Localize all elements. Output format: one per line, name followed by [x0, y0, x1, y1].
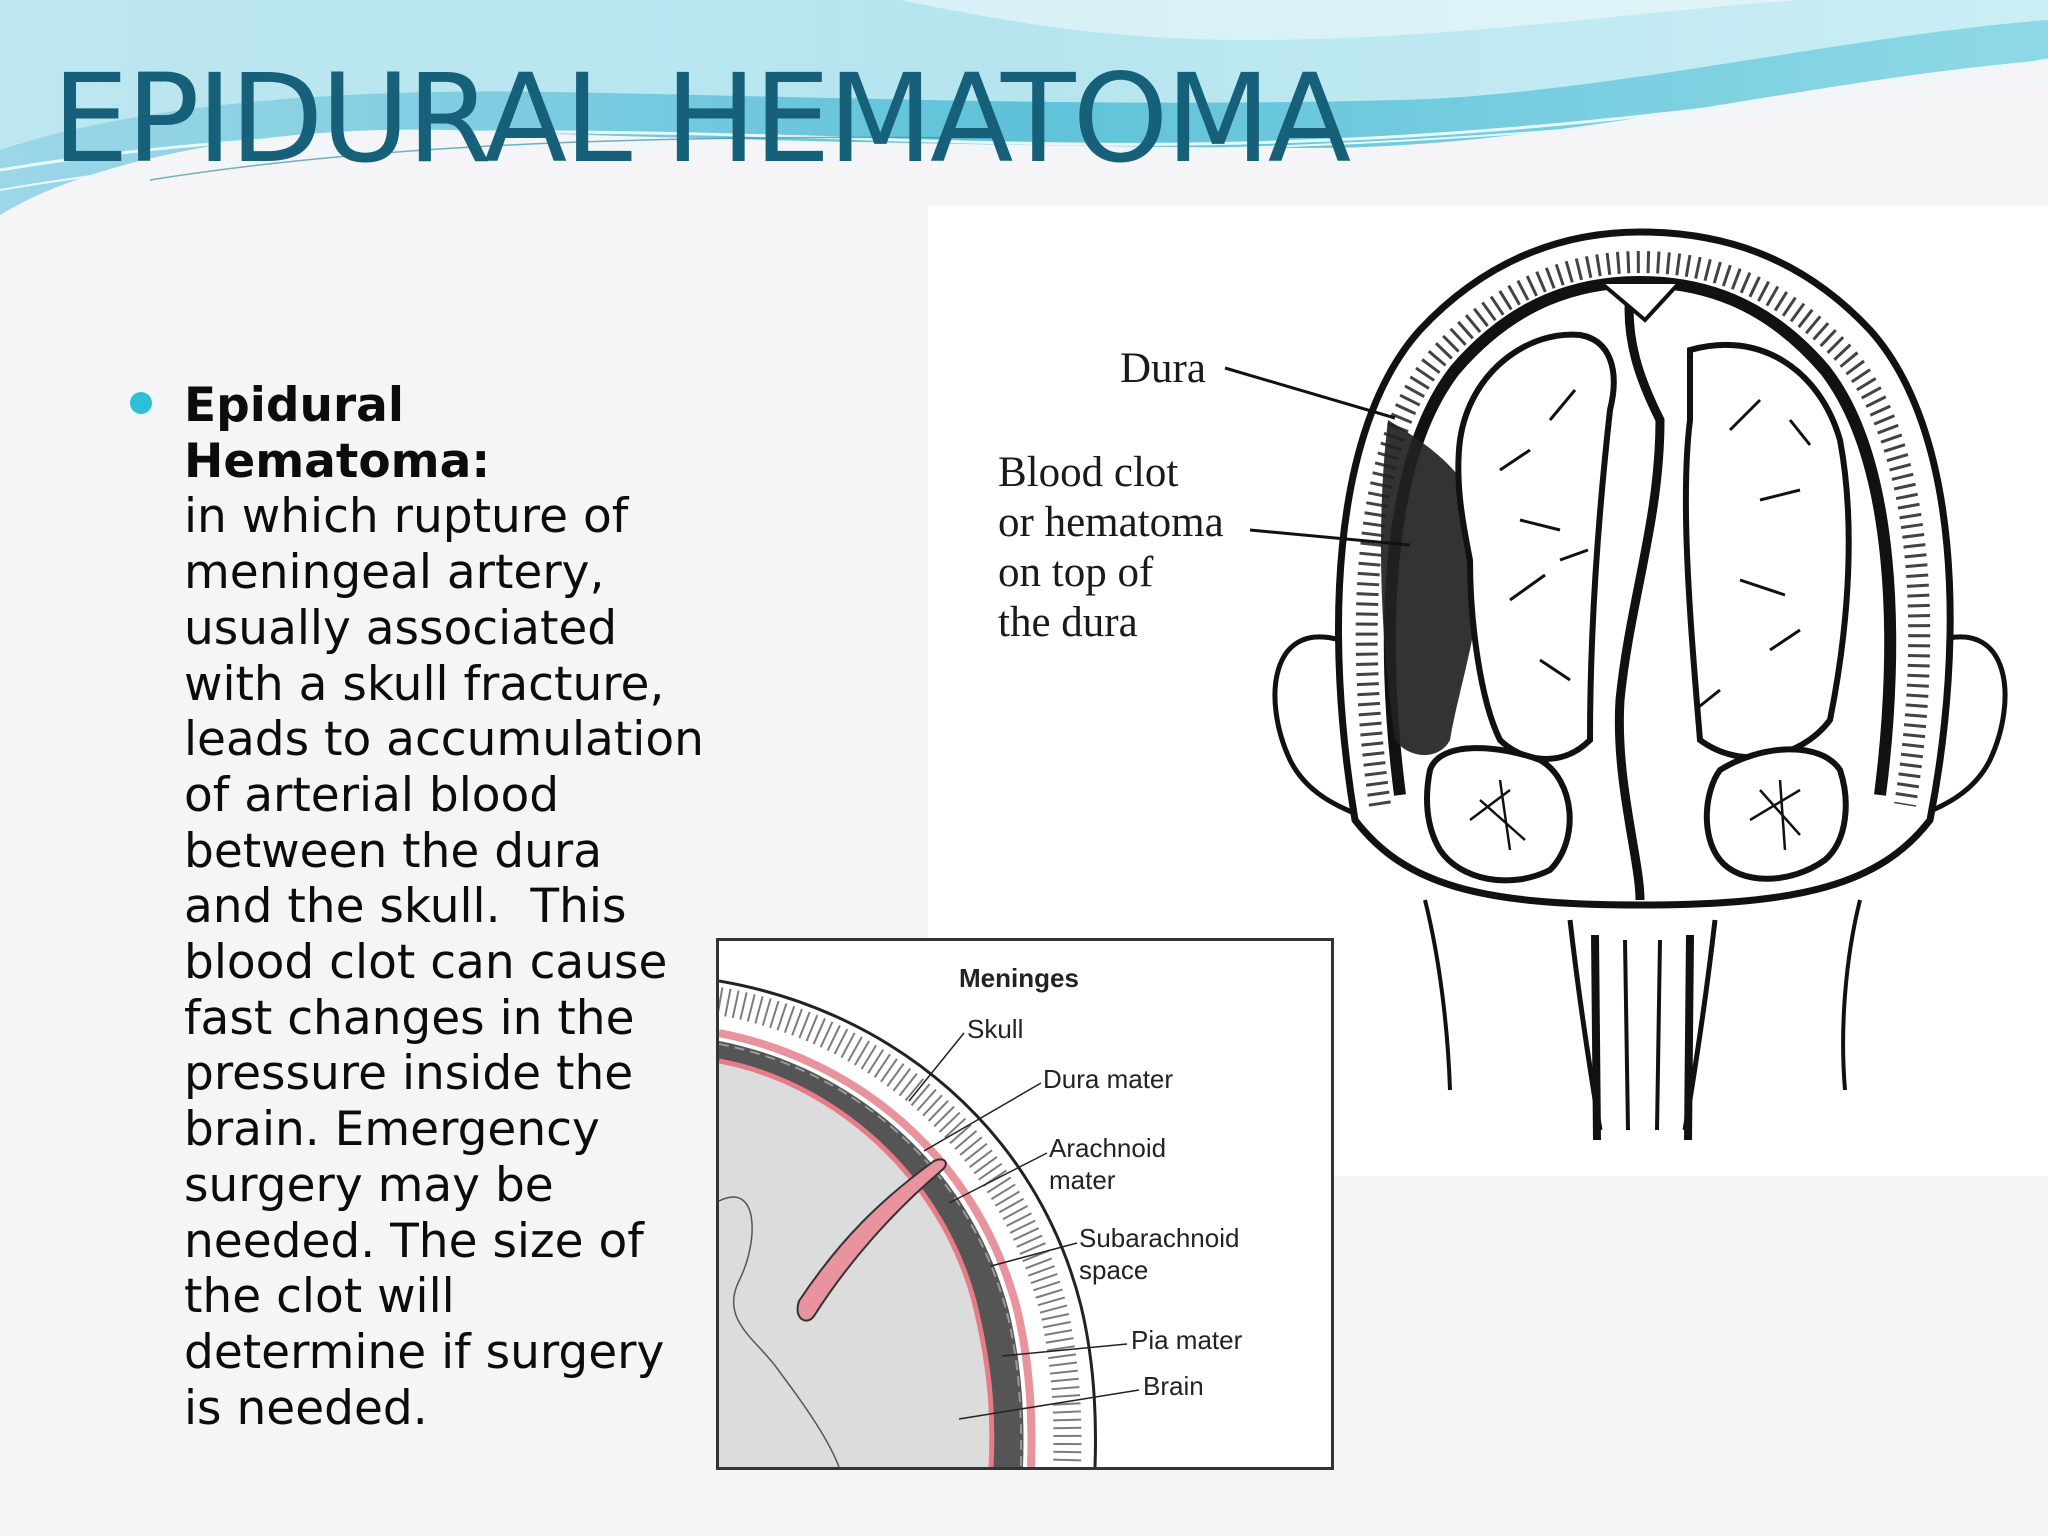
- bullet-line: in which rupture of: [184, 489, 629, 545]
- meninges-title: Meninges: [959, 963, 1079, 993]
- meninges-illustration: [719, 941, 1331, 1467]
- label-arachnoid-line-1: Arachnoid: [1049, 1133, 1167, 1163]
- leader-line-dura: [1225, 368, 1395, 418]
- label-clot-line-3: on top of: [998, 549, 1154, 596]
- label-dura-mater: Dura mater: [1043, 1064, 1174, 1094]
- leader-dura-mater: [924, 1083, 1041, 1151]
- bullet-line: fast changes in the: [184, 990, 635, 1046]
- bullet-list: [130, 378, 720, 1436]
- label-clot-line-2: or hematoma: [998, 499, 1224, 546]
- bullet-line: and the skull. This: [184, 879, 627, 935]
- label-brain: Brain: [1143, 1371, 1204, 1401]
- leader-skull: [909, 1033, 964, 1101]
- label-subarachnoid-line-1: Subarachnoid: [1079, 1223, 1240, 1253]
- label-subarachnoid-line-2: space: [1079, 1255, 1149, 1285]
- bullet-line: surgery may be: [184, 1157, 554, 1213]
- bullet-line: leads to accumulation: [184, 712, 704, 768]
- label-dura: Dura: [1120, 345, 1206, 392]
- bullet-line: with a skull fracture,: [184, 656, 665, 712]
- label-skull: Skull: [967, 1014, 1024, 1044]
- label-pia-mater: Pia mater: [1131, 1325, 1243, 1355]
- bullet-line: the clot will: [184, 1269, 455, 1325]
- bullet-line: between the dura: [184, 823, 602, 879]
- bullet-line: meningeal artery,: [184, 545, 605, 601]
- bullet-line: blood clot can cause: [184, 935, 668, 991]
- bullet-line: is needed.: [184, 1380, 428, 1436]
- bullet-line: pressure inside the: [184, 1046, 634, 1102]
- bullet-paragraph: [184, 378, 720, 1436]
- bullet-line: determine if surgery: [184, 1324, 665, 1380]
- bullet-line: usually associated: [184, 600, 618, 656]
- bullet-dot-icon: [130, 392, 152, 414]
- bullet-line: brain. Emergency: [184, 1102, 600, 1158]
- slide-title: EPIDURAL HEMATOMA: [52, 48, 1349, 190]
- meninges-diagram-panel: [716, 938, 1334, 1470]
- label-arachnoid-line-2: mater: [1049, 1165, 1116, 1195]
- label-clot-line-4: the dura: [998, 599, 1138, 646]
- bullet-line: needed. The size of: [184, 1213, 644, 1269]
- label-clot-line-1: Blood clot: [998, 449, 1179, 496]
- bullet-line: of arterial blood: [184, 767, 560, 823]
- bullet-term: Epidural Hematoma:: [184, 378, 491, 489]
